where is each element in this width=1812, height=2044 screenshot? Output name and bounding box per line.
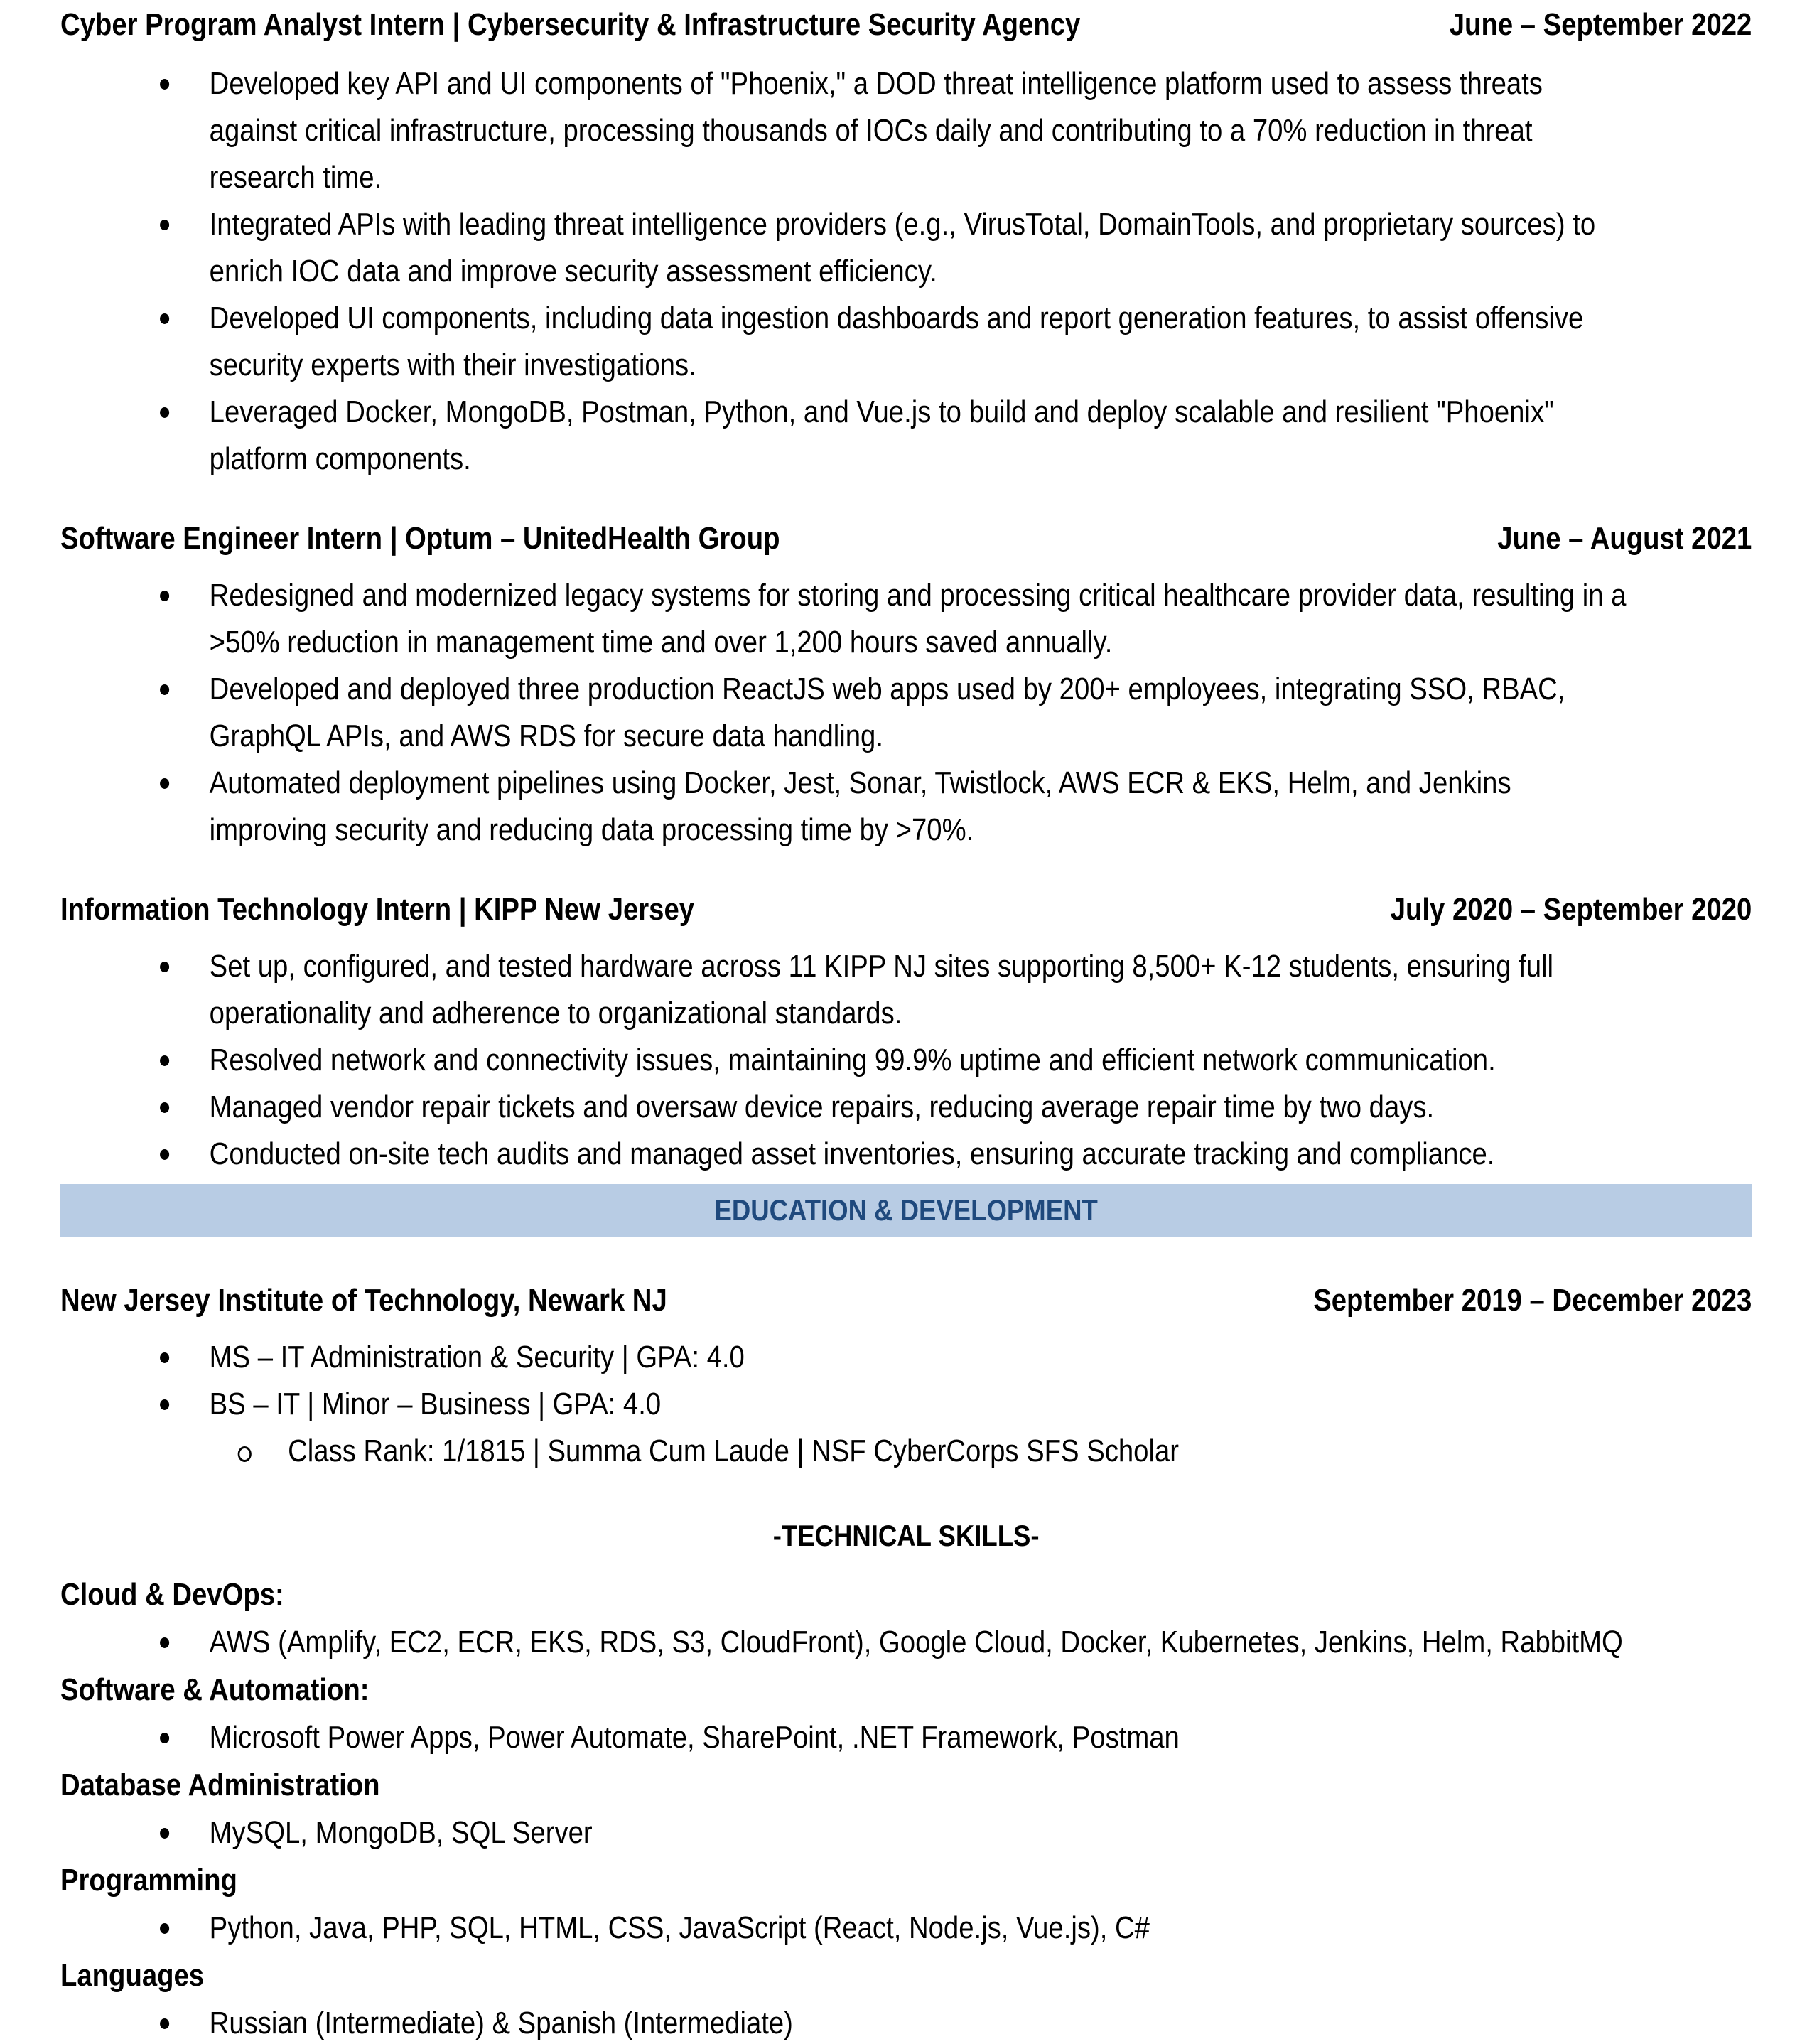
- skill-bullet-list: [60, 1904, 1633, 1952]
- education-bullet-list: [60, 1334, 1633, 1428]
- job-bullet: Integrated APIs with leading threat intelligence providers (e.g., VirusTotal, DomainTools, and proprietary sources) to enrich IOC data and improve security assessment efficiency.: [210, 201, 1634, 295]
- job-dates: June – August 2021: [1497, 521, 1752, 556]
- job-title: Software Engineer Intern | Optum – UnitedHealth Group: [60, 521, 780, 556]
- job-section: [60, 1, 1752, 483]
- education-bullet: MS – IT Administration & Security | GPA: 4.0: [210, 1334, 1634, 1381]
- skill-category: Languages: [60, 1958, 205, 1993]
- job-bullet: Leveraged Docker, MongoDB, Postman, Python, and Vue.js to build and deploy scalable and resilient "Phoenix" platform components.: [210, 389, 1634, 483]
- skill-bullet-list: [60, 1809, 1633, 1856]
- skill-bullet-list: [60, 1618, 1633, 1666]
- technical-skills-title: -TECHNICAL SKILLS-: [772, 1519, 1040, 1552]
- job-header: [60, 515, 1752, 562]
- education-sub-bullet: Class Rank: 1/1815 | Summa Cum Laude | NSF CyberCorps SFS Scholar: [288, 1428, 1633, 1475]
- skill-category: Software & Automation:: [60, 1672, 370, 1707]
- job-bullet: Developed UI components, including data ingestion dashboards and report generation features, to assist offensive security experts with their investigations.: [210, 295, 1634, 389]
- job-bullet-list: [60, 572, 1633, 854]
- resume-content: [60, 1, 1752, 2044]
- skill-bullet-list: [60, 1999, 1633, 2044]
- skills-section: [60, 1571, 1752, 2044]
- job-dates: July 2020 – September 2020: [1390, 892, 1752, 927]
- education-section: [60, 1277, 1752, 1475]
- job-bullet: Set up, configured, and tested hardware across 11 KIPP NJ sites supporting 8,500+ K-12 students, ensuring full operationality and adherence to organizational standards.: [210, 943, 1634, 1037]
- job-header: [60, 886, 1752, 933]
- job-bullet: Managed vendor repair tickets and oversaw device repairs, reducing average repair time by two days.: [210, 1084, 1634, 1131]
- job-bullet: Developed and deployed three production ReactJS web apps used by 200+ employees, integrating SSO, RBAC, GraphQL APIs, and AWS RDS for secure data handling.: [210, 666, 1634, 760]
- skill-bullet: Microsoft Power Apps, Power Automate, SharePoint, .NET Framework, Postman: [210, 1714, 1634, 1761]
- job-title: Cyber Program Analyst Intern | Cybersecurity & Infrastructure Security Agency: [60, 7, 1081, 42]
- skill-category: Cloud & DevOps:: [60, 1577, 284, 1612]
- skill-category: Database Administration: [60, 1768, 380, 1802]
- job-bullet-list: [60, 943, 1633, 1178]
- education-dates: September 2019 – December 2023: [1313, 1283, 1752, 1318]
- school-name: New Jersey Institute of Technology, Newark NJ: [60, 1283, 667, 1318]
- job-bullet: Automated deployment pipelines using Docker, Jest, Sonar, Twistlock, AWS ECR & EKS, Helm, and Jenkins improving security and reducing data processing time by >70%.: [210, 760, 1634, 854]
- job-title: Information Technology Intern | KIPP New Jersey: [60, 892, 695, 927]
- education-bullet: BS – IT | Minor – Business | GPA: 4.0: [210, 1381, 1634, 1428]
- job-bullet: Redesigned and modernized legacy systems for storing and processing critical healthcare provider data, resulting in a >50% reduction in management time and over 1,200 hours saved annually.: [210, 572, 1634, 666]
- skill-bullet: MySQL, MongoDB, SQL Server: [210, 1809, 1634, 1856]
- job-section: [60, 515, 1752, 854]
- job-dates: June – September 2022: [1449, 7, 1752, 42]
- education-sub-bullet-list: [60, 1428, 1633, 1475]
- education-header: [60, 1277, 1752, 1324]
- skill-bullet-list: [60, 1714, 1633, 1761]
- job-header: [60, 1, 1752, 48]
- section-banner-label: EDUCATION & DEVELOPMENT: [714, 1193, 1098, 1227]
- skill-bullet: AWS (Amplify, EC2, ECR, EKS, RDS, S3, CloudFront), Google Cloud, Docker, Kubernetes, Jenkins, Helm, RabbitMQ: [210, 1618, 1634, 1666]
- job-bullet: Conducted on-site tech audits and managed asset inventories, ensuring accurate tracking and compliance.: [210, 1131, 1634, 1178]
- job-bullet: Developed key API and UI components of "Phoenix," a DOD threat intelligence platform used to assess threats against critical infrastructure, processing thousands of IOCs daily and contributing to a 70% reduction in threat research time.: [210, 60, 1634, 201]
- job-section: [60, 886, 1752, 1178]
- job-bullet: Resolved network and connectivity issues, maintaining 99.9% uptime and efficient network communication.: [210, 1037, 1634, 1084]
- skill-bullet: Russian (Intermediate) & Spanish (Intermediate): [210, 1999, 1634, 2044]
- skill-bullet: Python, Java, PHP, SQL, HTML, CSS, JavaScript (React, Node.js, Vue.js), C#: [210, 1904, 1634, 1952]
- section-banner-education: [60, 1184, 1752, 1237]
- job-bullet-list: [60, 60, 1633, 483]
- skill-category: Programming: [60, 1863, 237, 1898]
